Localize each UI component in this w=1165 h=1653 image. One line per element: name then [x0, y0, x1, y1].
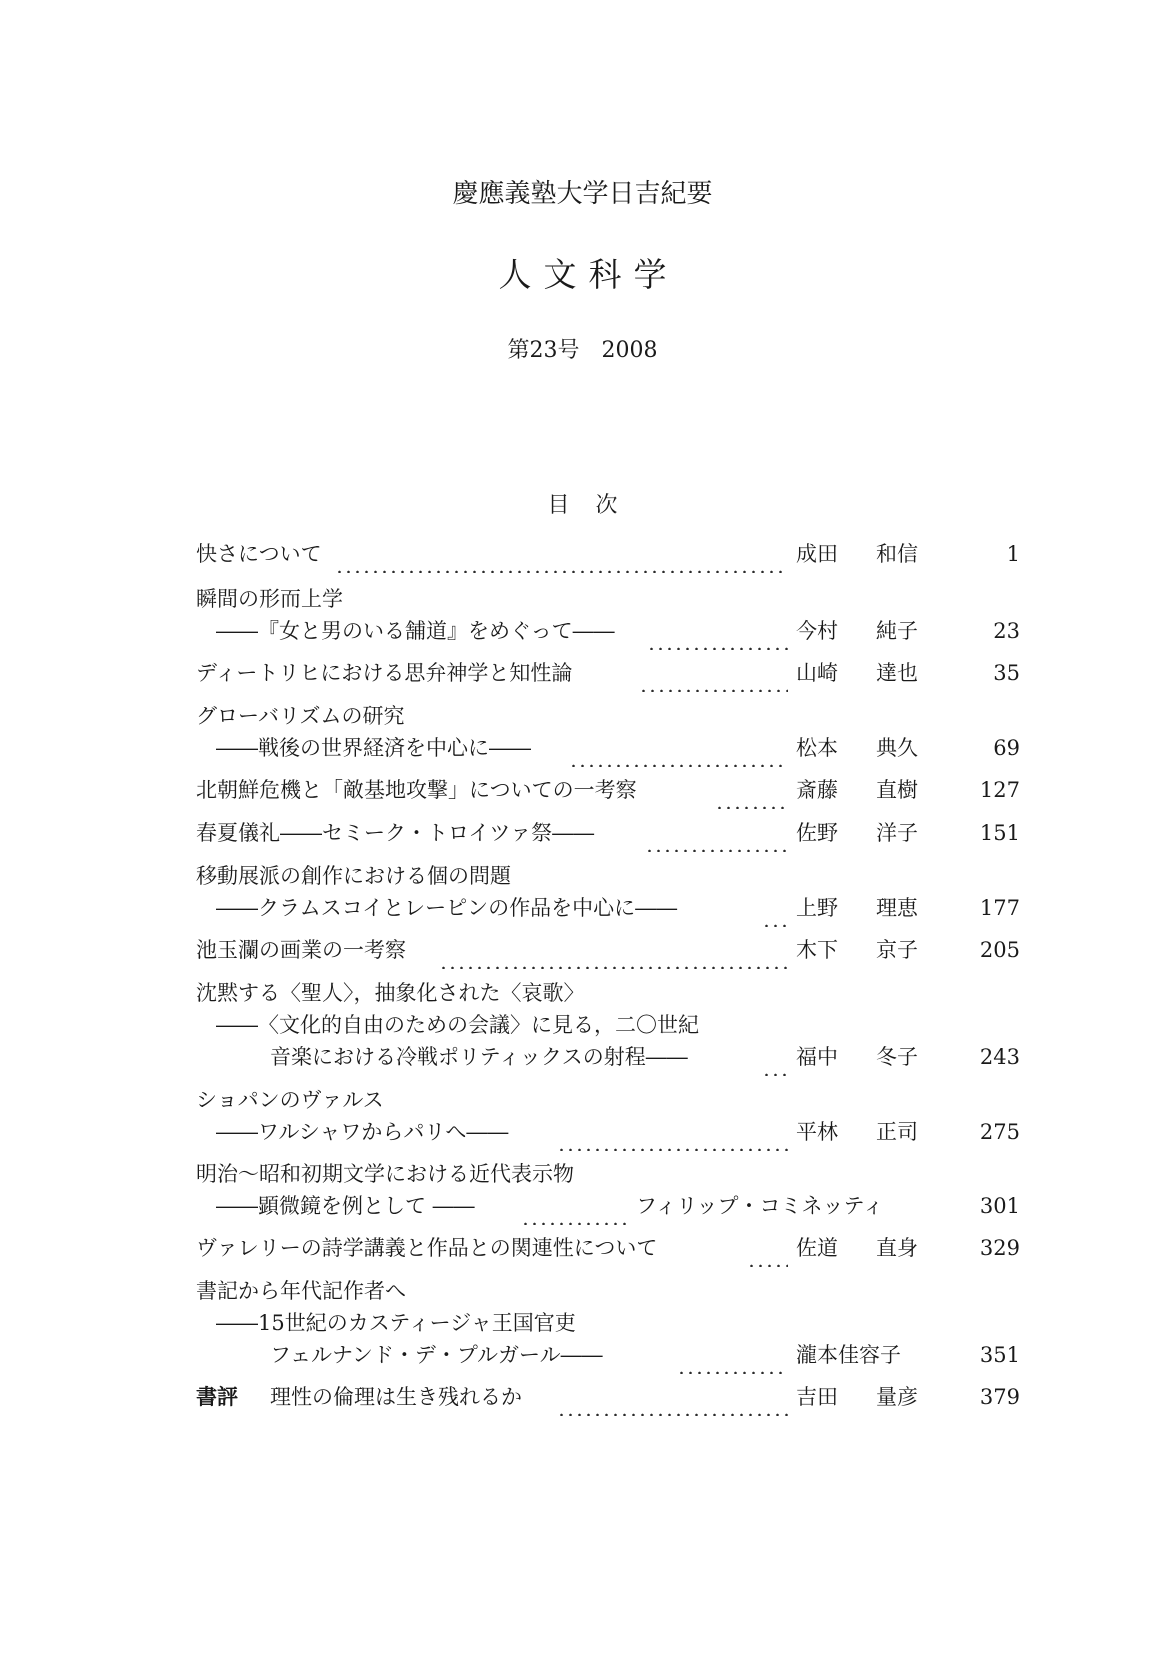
- article-title: 春夏儀礼――セミーク・トロイツァ祭――: [196, 821, 595, 845]
- issue-number: 第23号 2008: [507, 338, 658, 363]
- author-family-name: 木下: [796, 938, 838, 962]
- page-number: 351: [979, 1343, 1020, 1367]
- author-given-name: 達也: [876, 661, 918, 685]
- series-title: 人文科学: [498, 255, 679, 294]
- author-family-name: 松本: [796, 736, 838, 760]
- toc-heading: 目次: [547, 493, 644, 518]
- page-number: 379: [979, 1385, 1020, 1409]
- author-given-name: 典久: [876, 736, 918, 760]
- toc-entry-line: [196, 1187, 1020, 1225]
- book-review-label: 書評: [196, 1384, 238, 1409]
- leader-dots: [638, 654, 788, 692]
- author-given-name: 純子: [876, 619, 918, 643]
- toc-entry-line: [196, 612, 1020, 650]
- author-family-name: 上野: [796, 896, 838, 920]
- article-title: グローバリズムの研究: [196, 704, 405, 728]
- page-number: 301: [979, 1194, 1020, 1218]
- page-number: 127: [979, 778, 1020, 802]
- leader-dots: [646, 612, 788, 650]
- article-title: ディートリヒにおける思弁神学と知性論: [196, 661, 573, 685]
- author-given-name: 理恵: [876, 896, 918, 920]
- author-family-name: 斎藤: [796, 778, 838, 802]
- article-subtitle: ――クラムスコイとレーピンの作品を中心に――: [216, 896, 678, 920]
- page-number: 329: [979, 1236, 1020, 1260]
- article-subtitle: ――戦後の世界経済を中心に――: [216, 736, 531, 760]
- page-number: 177: [979, 896, 1020, 920]
- author-given-name: 直樹: [876, 778, 918, 802]
- author-given-name: 洋子: [876, 821, 918, 845]
- article-title: 書記から年代記作者へ: [196, 1279, 406, 1303]
- author-family-name: 佐道: [796, 1236, 838, 1260]
- leader-dots: [746, 1229, 788, 1267]
- article-subtitle: ――顕微鏡を例として ――: [216, 1194, 475, 1218]
- article-subtitle: ――『女と男のいる舗道』をめぐって――: [216, 619, 615, 643]
- page-number: 205: [979, 938, 1020, 962]
- article-title: 快さについて: [196, 542, 322, 566]
- article-subtitle: ――15世紀のカスティージャ王国官吏: [216, 1311, 576, 1335]
- journal-title: 慶應義塾大学日吉紀要: [452, 179, 713, 209]
- leader-dots: [556, 1378, 788, 1416]
- page-number: 275: [979, 1120, 1020, 1144]
- leader-dots: [438, 931, 788, 969]
- author-full-name: フィリップ・コミネッティ: [636, 1194, 884, 1218]
- leader-dots: [334, 535, 788, 573]
- leader-dots: [644, 814, 788, 852]
- toc-entry-line: [196, 1038, 1020, 1076]
- article-title: 沈黙する〈聖人〉，抽象化された〈哀歌〉: [196, 981, 585, 1005]
- article-subtitle: フェルナンド・デ・プルガール――: [270, 1343, 603, 1367]
- toc-entry-line: [196, 729, 1020, 767]
- article-title: ヴァレリーの詩学講義と作品との関連性について: [196, 1236, 658, 1260]
- author-given-name: 京子: [876, 938, 918, 962]
- article-title: ショパンのヴァルス: [196, 1088, 384, 1112]
- toc-entry-line: [196, 1378, 1020, 1416]
- author-given-name: 和信: [876, 542, 918, 566]
- article-subtitle: 音楽における冷戦ポリティックスの射程――: [270, 1045, 688, 1069]
- leader-dots: [761, 1038, 788, 1076]
- page-number: 151: [979, 821, 1020, 845]
- toc-entry-line: [196, 535, 1020, 573]
- toc-entry-line: [196, 654, 1020, 692]
- leader-dots: [520, 1187, 628, 1225]
- author-given-name: 直身: [876, 1236, 918, 1260]
- toc-entry-line: [196, 1336, 1020, 1374]
- page-number: 1: [1006, 542, 1020, 566]
- author-family-name: 佐野: [796, 821, 838, 845]
- page-number: 35: [993, 661, 1020, 685]
- author-family-name: 吉田: [796, 1385, 838, 1409]
- page-number: 243: [979, 1045, 1020, 1069]
- leader-dots: [714, 771, 788, 809]
- article-title: 明治～昭和初期文学における近代表示物: [196, 1162, 574, 1186]
- leader-dots: [556, 1113, 788, 1151]
- toc-entry-line: [196, 1229, 1020, 1267]
- leader-dots: [761, 889, 788, 927]
- toc-entry-line: [196, 1113, 1020, 1151]
- author-given-name: 量彦: [876, 1385, 918, 1409]
- article-subtitle: ――ワルシャワからパリへ――: [216, 1120, 509, 1144]
- article-title: 池玉瀾の画業の一考察: [196, 938, 406, 962]
- author-given-name: 正司: [876, 1120, 918, 1144]
- page-number: 69: [993, 736, 1020, 760]
- leader-dots: [676, 1336, 788, 1374]
- toc-entry-line: [196, 771, 1020, 809]
- author-family-name: 今村: [796, 619, 838, 643]
- author-family-name: 山崎: [796, 661, 838, 685]
- article-subtitle: ――〈文化的自由のための会議〉に見る，二〇世紀: [216, 1013, 699, 1037]
- toc-entry-line: [196, 931, 1020, 969]
- toc-entry-line: [196, 889, 1020, 927]
- leader-dots: [568, 729, 788, 767]
- article-title: 瞬間の形而上学: [196, 587, 343, 611]
- author-family-name: 福中: [796, 1045, 838, 1069]
- author-family-name: 成田: [796, 542, 838, 566]
- article-title: 理性の倫理は生き残れるか: [270, 1385, 522, 1409]
- author-given-name: 冬子: [876, 1045, 918, 1069]
- author-full-name: 瀧本佳容子: [796, 1343, 901, 1367]
- toc-entry-line: [196, 814, 1020, 852]
- article-title: 北朝鮮危機と「敵基地攻撃」についての一考察: [196, 778, 637, 802]
- page-number: 23: [993, 619, 1020, 643]
- article-title: 移動展派の創作における個の問題: [196, 864, 511, 888]
- author-family-name: 平林: [796, 1120, 838, 1144]
